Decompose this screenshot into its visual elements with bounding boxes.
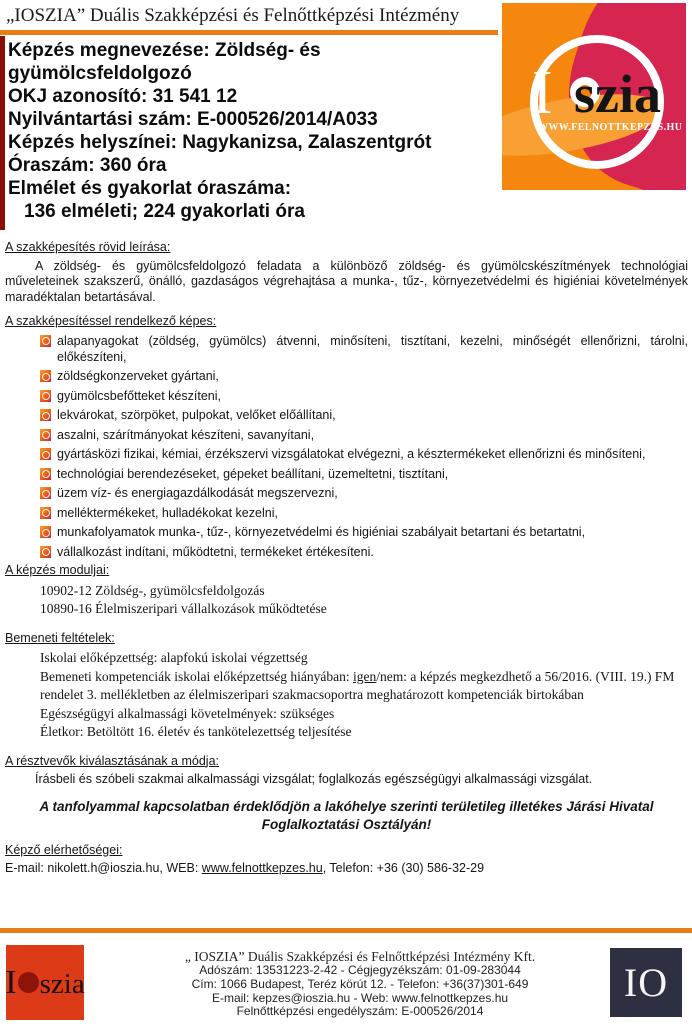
list-item: vállalkozást indítani, működtetni, termékeket értékesíteni. bbox=[40, 544, 688, 560]
list-item: aszalni, szárítmányokat készíteni, savanyítani, bbox=[40, 427, 688, 443]
list-item: gyártásközi fizikai, kémiai, érzékszervi vizsgálatokat elvégezni, a késztermékeket ellenőrizni és minősíteni, bbox=[40, 446, 688, 462]
section-heading-modules: A képzés moduljai: bbox=[5, 563, 110, 577]
module-item: 10902-12 Zöldség-, gyümölcsfeldolgozás bbox=[40, 582, 265, 598]
course-name-line: Képzés megnevezése: Zöldség- és bbox=[8, 40, 321, 61]
list-item: technológiai berendezéseket, gépeket beállítani, üzemeltetni, tisztítani, bbox=[40, 466, 688, 482]
ioszia-logo bbox=[502, 3, 686, 190]
entry-item: Iskolai előképzettség: alapfokú iskolai végzettség bbox=[40, 650, 308, 665]
logo-letters-szia: szia bbox=[574, 64, 661, 124]
theory-practice-detail: 136 elméleti; 224 gyakorlati óra bbox=[24, 201, 305, 222]
footer-divider bbox=[0, 928, 692, 933]
course-info-block bbox=[8, 39, 500, 223]
footer-license-line: Felnőttképzési engedélyszám: E-000526/2014 bbox=[236, 1004, 484, 1019]
ioszia-bullet-icon bbox=[40, 526, 51, 538]
list-item: melléktermékeket, hulladékokat kezelni, bbox=[40, 505, 688, 521]
ioszia-bullet-icon bbox=[40, 429, 51, 441]
capabilities-list bbox=[5, 333, 688, 560]
theory-practice-line: Elmélet és gyakorlat óraszáma: bbox=[8, 178, 292, 199]
registry-number-line: Nyilvántartási szám: E-000526/2014/A033 bbox=[8, 109, 378, 130]
ioszia-bullet-icon bbox=[40, 487, 51, 499]
ioszia-bullet-icon bbox=[40, 409, 51, 421]
underlined-yes: igen bbox=[353, 668, 377, 684]
notice-paragraph: A tanfolyammal kapcsolatban érdeklődjön a lakóhelye szerinti területileg illetékes Járási Hivatal Foglalkoztatási Osztályán! bbox=[39, 798, 654, 832]
ioszia-bullet-icon bbox=[40, 546, 51, 558]
logo-letter-i: I bbox=[532, 59, 553, 127]
main-content bbox=[5, 240, 688, 877]
modules-list bbox=[40, 582, 688, 619]
locations-line: Képzés helyszínei: Nagykanizsa, Zalaszentgrót bbox=[8, 132, 432, 153]
footer-company-info bbox=[90, 949, 630, 1019]
section-heading-description: A szakképesítés rövid leírása: bbox=[5, 240, 171, 254]
footer-ioszia-logo bbox=[6, 945, 84, 1020]
section-heading-entry: Bemeneti feltételek: bbox=[5, 630, 115, 645]
entry-item: Életkor: Betöltött 16. életév és tankötelezettség teljesítése bbox=[40, 724, 352, 739]
footer-io-logo: IO bbox=[610, 948, 682, 1017]
list-item: lekvárokat, szörpöket, pulpokat, velőket előállítani, bbox=[40, 407, 688, 423]
list-item: alapanyagokat (zöldség, gyümölcs) átvenni, minősíteni, tisztítani, kezelni, minőségét ellenőrizni, tárolni, előkészíteni, bbox=[40, 333, 688, 365]
entry-requirements bbox=[40, 649, 688, 742]
ioszia-bullet-icon bbox=[40, 507, 51, 519]
website-link[interactable]: www.felnottkepzes.hu bbox=[201, 861, 323, 875]
footer-logo-letter-i: I bbox=[5, 963, 17, 1001]
okj-id-line: OKJ azonosító: 31 541 12 bbox=[8, 86, 238, 107]
module-item: 10890-16 Élelmiszeripari vállalkozások működtetése bbox=[40, 601, 327, 616]
page-title: „IOSZIA” Duális Szakképzési és Felnőttképzési Intézmény bbox=[6, 5, 460, 26]
course-name-line: gyümölcsfeldolgozó bbox=[8, 63, 192, 84]
footer-logo-o-circle-icon bbox=[18, 972, 39, 993]
footer-address-line: Cím: 1066 Budapest, Teréz körút 12. - Telefon: +36(37)301-649 bbox=[191, 976, 529, 991]
footer-tax-line: Adószám: 13531223-2-42 - Cégjegyzékszám: 01-09-283044 bbox=[199, 963, 521, 977]
section-heading-contact: Képző elérhetőségei: bbox=[5, 842, 123, 857]
selection-paragraph: Írásbeli és szóbeli szakmai alkalmassági vizsgálat; foglalkozás egészségügyi alkalmassági vizsgálat. bbox=[35, 772, 593, 786]
header-divider bbox=[0, 30, 498, 35]
list-item: gyümölcsbefőtteket készíteni, bbox=[40, 388, 688, 404]
ioszia-bullet-icon bbox=[40, 390, 51, 402]
list-item: üzem víz- és energiagazdálkodását megszervezni, bbox=[40, 485, 688, 501]
footer-company-name: „ IOSZIA” Duális Szakképzési és Felnőttképzési Intézmény Kft. bbox=[184, 949, 536, 964]
list-item: zöldségkonzerveket gyártani, bbox=[40, 368, 688, 384]
logo-url-text: WWW.FELNOTTKEPZES.HU bbox=[538, 122, 683, 133]
section-heading-capabilities: A szakképesítéssel rendelkező képes: bbox=[5, 314, 217, 328]
ioszia-bullet-icon bbox=[40, 370, 51, 382]
ioszia-bullet-icon bbox=[40, 335, 51, 347]
footer-logo-letters-szia: szia bbox=[39, 967, 85, 1000]
list-item: munkafolyamatok munka-, tűz-, környezetvédelmi és higiéniai szabályait betartani és betartatni, bbox=[40, 524, 688, 540]
left-accent-bar bbox=[0, 36, 5, 230]
entry-item: Egészségügyi alkalmassági követelmények: szükséges bbox=[40, 705, 335, 721]
section-heading-selection: A résztvevők kiválasztásának a módja: bbox=[5, 753, 219, 768]
hours-line: Óraszám: 360 óra bbox=[8, 155, 167, 176]
footer-email-web-line: E-mail: kepzes@ioszia.hu - Web: www.felnottkepzes.hu bbox=[211, 990, 509, 1005]
ioszia-bullet-icon bbox=[40, 468, 51, 480]
entry-item: Bemeneti kompetenciák iskolai előképzettség hiányában: igen/nem: a képzés megkezdhető a 56/2016. (VIII. 19.) FM rendelet 3. mellékletben az élelmiszeripari szakmacsoportra meghatározott kompetenciák birtokában bbox=[40, 668, 675, 702]
description-paragraph: A zöldség- és gyümölcsfeldolgozó feladata a különböző zöldség- és gyümölcskészítmények technológiai műveleteinek szakszerű, önálló, gazdaságos végrehajtása a munka-, tűz-, környezetvédelmi és higiéniai követelmények maradéktalan betartásával. bbox=[5, 258, 688, 304]
ioszia-bullet-icon bbox=[40, 448, 51, 460]
contact-line: E-mail: nikolett.h@ioszia.hu, WEB: www.felnottkepzes.hu, Telefon: +36 (30) 586-32-29 bbox=[5, 861, 485, 875]
